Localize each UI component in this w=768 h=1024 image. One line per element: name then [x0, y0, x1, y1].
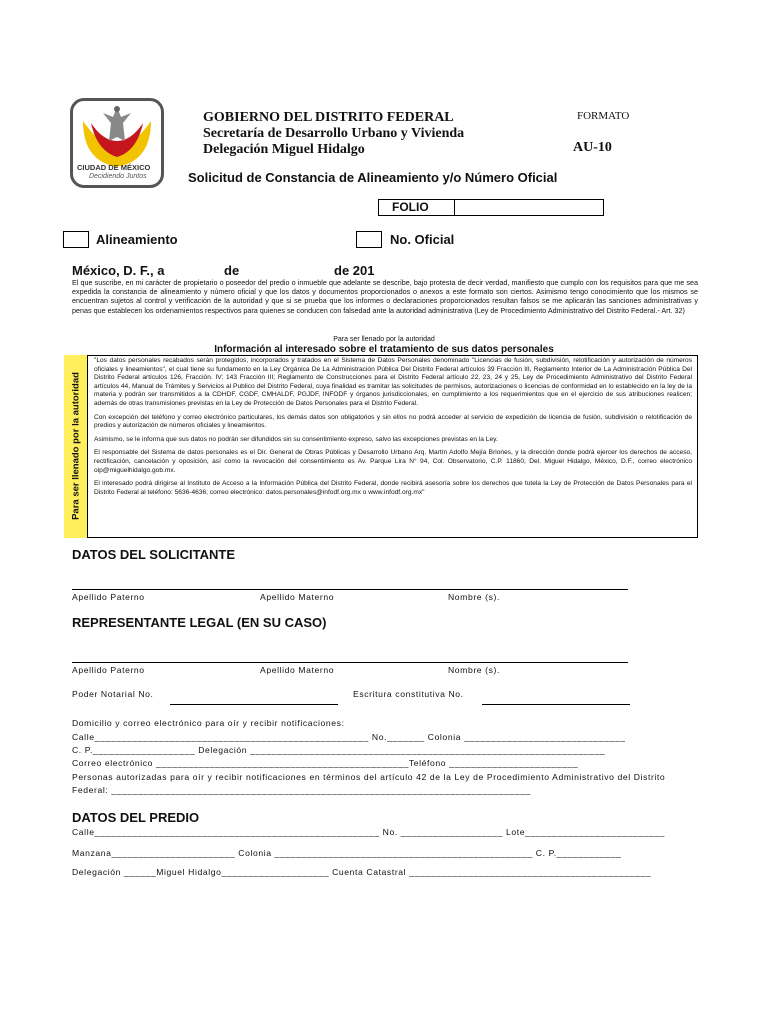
domicilio-title: Domicilio y correo electrónico para oír y recibir notificaciones: [72, 718, 345, 728]
representante-materno-label: Apellido Materno [260, 665, 335, 675]
solicitante-name-line[interactable] [72, 589, 628, 590]
authority-note: Para ser llenado por la autoridad [333, 336, 435, 343]
info-paragraph: El responsable del Sistema de datos personales es el Dir. General de Obras Públicas y Desarrollo Urbano Arq. Martín Adolfo Mejía Briones, y la dirección donde podrá ejercer los derechos de acceso, rectificación, cancelación y oposición, así como la revocación del consentimiento es Av. Parque Lira N° 94, Col. Observatorio, C.P. 11860, Del. Miguel Hidalgo, México, D.F., correo electrónico oip@miguelhidalgo.gob.mx. [94, 449, 692, 474]
solicitante-nombre-label: Nombre (s). [448, 592, 500, 602]
folio-box [378, 199, 604, 216]
representante-heading: REPRESENTANTE LEGAL (EN SU CASO) [72, 615, 327, 630]
folio-field[interactable] [455, 200, 603, 215]
header-government: GOBIERNO DEL DISTRITO FEDERAL [203, 110, 454, 125]
alineamiento-checkbox[interactable] [63, 231, 89, 248]
predio-calle-field[interactable]: Calle_____________________________________________________ No. ___________________ Lote__________________________ [72, 827, 666, 837]
solicitante-paterno-label: Apellido Paterno [72, 592, 145, 602]
poder-notarial-field[interactable] [170, 704, 338, 705]
logo-motto-text: Decidiendo Juntos [89, 173, 147, 180]
escritura-field[interactable] [482, 704, 630, 705]
solicitante-materno-label: Apellido Materno [260, 592, 335, 602]
domicilio-cp-field[interactable]: C. P.___________________ Delegación __________________________________________________________________ [72, 745, 606, 755]
personas-autorizadas-field[interactable]: Federal: ______________________________________________________________________________ [72, 785, 531, 795]
poder-notarial-label: Poder Notarial No. [72, 689, 154, 699]
no-oficial-checkbox[interactable] [356, 231, 382, 248]
form-title: Solicitud de Constancia de Alineamiento y/o Número Oficial [188, 170, 558, 185]
date-de-1: de [224, 263, 240, 278]
folio-label: FOLIO [379, 200, 455, 215]
predio-heading: DATOS DEL PREDIO [72, 810, 200, 825]
authority-sidebar [64, 355, 88, 538]
info-paragraph: Con excepción del teléfono y correo electrónico particulares, los demás datos son obligatorios y sin ellos no podrá acceder al servicio de expedición de licencia de fusión, subdivisión o relotificación de predios y autorización de números oficiales y lineamientos. [94, 413, 692, 430]
info-paragraph: Asimismo, se le informa que sus datos no podrán ser difundidos sin su consentimiento expreso, salvo las excepciones previstas en la Ley. [94, 435, 498, 443]
logo-city-text: CIUDAD DE MÉXICO [77, 163, 151, 172]
alineamiento-label: Alineamiento [96, 232, 178, 247]
cdmx-logo [70, 98, 164, 188]
privacy-info-text [94, 357, 692, 502]
domicilio-calle-field[interactable]: Calle___________________________________________________ No._______ Colonia ______________________________ [72, 732, 626, 742]
representante-nombre-label: Nombre (s). [448, 665, 500, 675]
escritura-label: Escritura constitutiva No. [353, 689, 464, 699]
info-paragraph: El interesado podrá dirigirse al Instituto de Acceso a la Información Pública del Distrito Federal, donde recibirá asesoría sobre los derechos que tutela la Ley de Protección de Datos Personales para el Distrito Federal al teléfono: 5636-4636; correo electrónico: datos.personales@infodf.org.mx o www.infodf.org.mx" [94, 480, 692, 496]
declaration-text: El que suscribe, en mi carácter de propietario o poseedor del predio o inmueble que adelante se describe, bajo protesta de decir verdad, manifiesto que cumplo con los requisitos para que me sea expedida la constancia de alineamiento y número oficial y que los datos y documentos proporcionados o anexos a este formato son ciertos. Asimismo tengo conocimiento que los mismos se encuentran sujetos al control y verificación de la autoridad y que si se prueba que los informes o declaraciones proporcionados resultan falsos se me aplicarán las sanciones administrativas y penas que establecen los ordenamientos respectivos para quienes se conducen con falsedad ante la autoridad administrativa (Ley de Procedimiento Administrativo del Distrito Federal.- Art. 32) [72, 278, 698, 315]
representante-paterno-label: Apellido Paterno [72, 665, 145, 675]
formato-label: FORMATO [577, 110, 630, 122]
info-title: Información al interesado sobre el tratamiento de sus datos personales [214, 344, 554, 355]
predio-manzana-field[interactable]: Manzana_______________________ Colonia ________________________________________________ C. P.____________ [72, 848, 622, 858]
domicilio-correo-field[interactable]: Correo electrónico _______________________________________________Teléfono ________________________ [72, 758, 579, 768]
solicitante-heading: DATOS DEL SOLICITANTE [72, 547, 235, 562]
date-place: México, D. F., a [72, 263, 165, 278]
form-code: AU-10 [573, 140, 612, 155]
personas-autorizadas-label: Personas autorizadas para oír y recibir notificaciones en términos del artículo 42 de la Ley de Procedimiento Administrativo del Distrito [72, 772, 666, 782]
header-delegation: Delegación Miguel Hidalgo [203, 142, 365, 157]
info-paragraph: "Los datos personales recabados serán protegidos, incorporados y tratados en el Sistema de Datos Personales denominado "Licencias de fusión, subdivisión, relotificación y autorización de números oficiales y lineamientos", el cual tiene su fundamento en la Ley Orgánica De La Administración Pública Del Distrito Federal artículos 39 Fracción III, Reglamento Interior de La Administración Pública Del Distrito Federal artículos 126, Fracción. IV; 143 Fracción III; Reglamento de Construcciones para el Distrito Federal artículo 22, 23, 24 y 25, Ley de Procedimiento Administrativo del Distrito Federal artículos 44, Manual de Trámites y Servicios al Publico del Distrito Federal, cuya finalidad es tramitar las solicitudes de permisos, autorizaciones o licencias de conformidad en lo establecido en la ley de la materia y podrán ser transmitidos a la CDHDF, CGDF, CMHALDF, PGJDF, INFODF y órganos jurisdiccionales, en cumplimiento a los requerimientos que en el ejercicio de sus atribuciones realicen; además de otras transmisiones previstas en la Ley de Protección de Datos Personales para el Distrito Federal. [94, 357, 692, 407]
header-secretariat: Secretaría de Desarrollo Urbano y Vivienda [203, 126, 465, 141]
no-oficial-label: No. Oficial [390, 232, 455, 247]
date-de-2: de 201 [334, 263, 375, 278]
representante-name-line[interactable] [72, 662, 628, 663]
sidebar-label: Para ser llenado por la autoridad [70, 372, 82, 520]
predio-delegacion-field[interactable]: Delegación ______Miguel Hidalgo____________________ Cuenta Catastral _____________________________________________ [72, 867, 652, 877]
